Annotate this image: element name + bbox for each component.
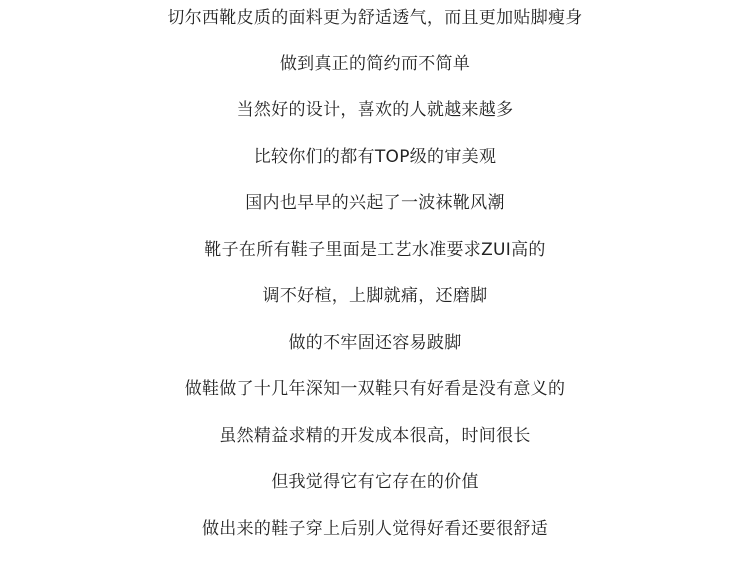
text-line-2: 做到真正的简约而不简单 xyxy=(279,54,471,74)
text-line-12: 做出来的鞋子穿上后别人觉得好看还要很舒适 xyxy=(202,519,548,539)
text-line-5: 国内也早早的兴起了一波袜靴风潮 xyxy=(245,193,505,213)
text-line-3: 当然好的设计，喜欢的人就越来越多 xyxy=(236,100,514,120)
text-line-11: 但我觉得它有它存在的价值 xyxy=(271,472,479,492)
text-line-4: 比较你们的都有TOP级的审美观 xyxy=(253,147,497,167)
text-line-1: 切尔西靴皮质的面料更为舒适透气，而且更加贴脚瘦身 xyxy=(167,8,583,28)
text-line-7: 调不好楦，上脚就痛，还磨脚 xyxy=(262,286,488,306)
text-line-10: 虽然精益求精的开发成本很高，时间很长 xyxy=(219,426,531,446)
text-line-8: 做的不牢固还容易跛脚 xyxy=(288,333,462,353)
text-line-9: 做鞋做了十几年深知一双鞋只有好看是没有意义的 xyxy=(184,379,566,399)
text-line-6: 靴子在所有鞋子里面是工艺水准要求ZUI高的 xyxy=(204,240,546,260)
